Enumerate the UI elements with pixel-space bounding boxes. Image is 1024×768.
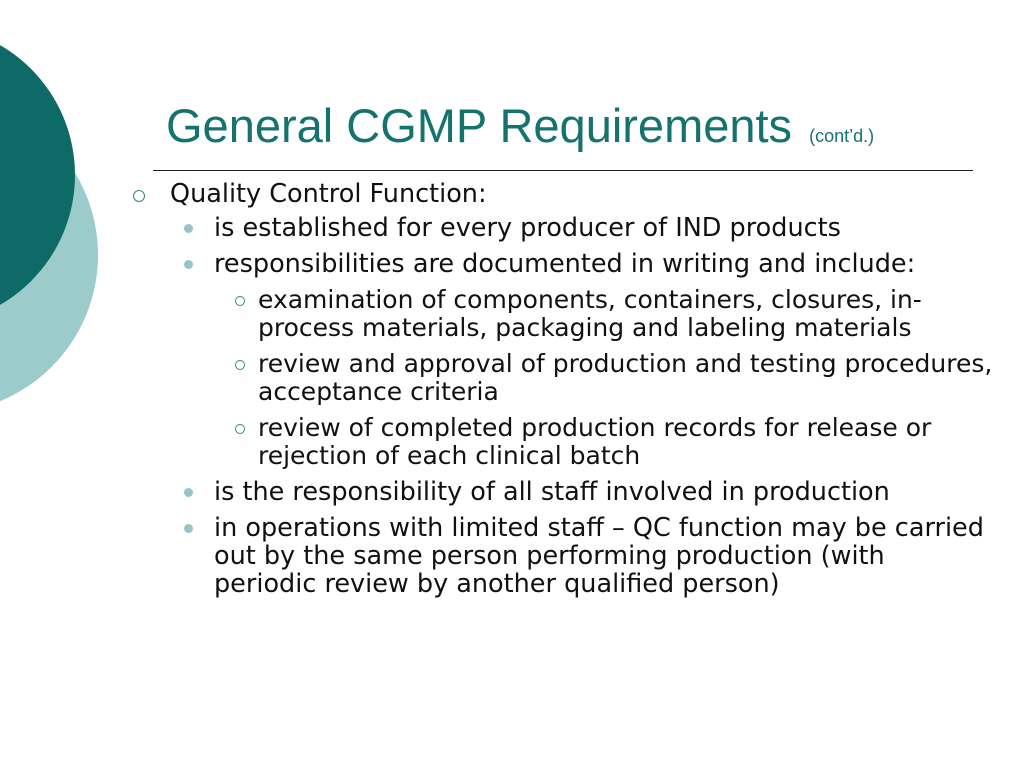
dot-bullet-icon [184,524,193,533]
slide-body [0,180,1024,606]
bullet-level1 [0,180,990,208]
bullet-level3 [0,350,998,406]
bullet-text: responsibilities are documented in writing and include: [214,249,916,279]
bullet-text: examination of components, containers, closures, in-process materials, packaging and labeling materials [258,285,922,342]
bullet-text: in operations with limited staff – QC function may be carried out by the same person performing production (with periodic review by another qualified person) [214,513,984,599]
dot-bullet-icon [184,260,193,269]
bullet-level2 [0,478,990,506]
slide-title-text: General CGMP Requirements [166,99,793,152]
ring-bullet-icon [235,424,245,434]
title-divider [153,170,973,171]
dot-bullet-icon [184,488,193,497]
bullet-level2 [0,250,990,278]
ring-bullet-icon [235,296,245,306]
bullet-level2 [0,514,990,598]
bullet-text: review and approval of production and testing procedures, acceptance criteria [258,349,993,406]
bullet-text: is established for every producer of IND products [214,213,841,243]
dot-bullet-icon [184,224,193,233]
ring-bullet-icon [133,190,145,202]
ring-bullet-icon [235,360,245,370]
slide-title-suffix: (cont’d.) [809,126,875,146]
bullet-level3 [0,414,998,470]
bullet-level3 [0,286,998,342]
bullet-text: review of completed production records for release or rejection of each clinical batch [258,413,932,470]
bullet-text: Quality Control Function: [170,179,487,209]
bullet-level2 [0,214,990,242]
bullet-text: is the responsibility of all staff involved in production [214,477,890,507]
slide-title [166,98,874,164]
